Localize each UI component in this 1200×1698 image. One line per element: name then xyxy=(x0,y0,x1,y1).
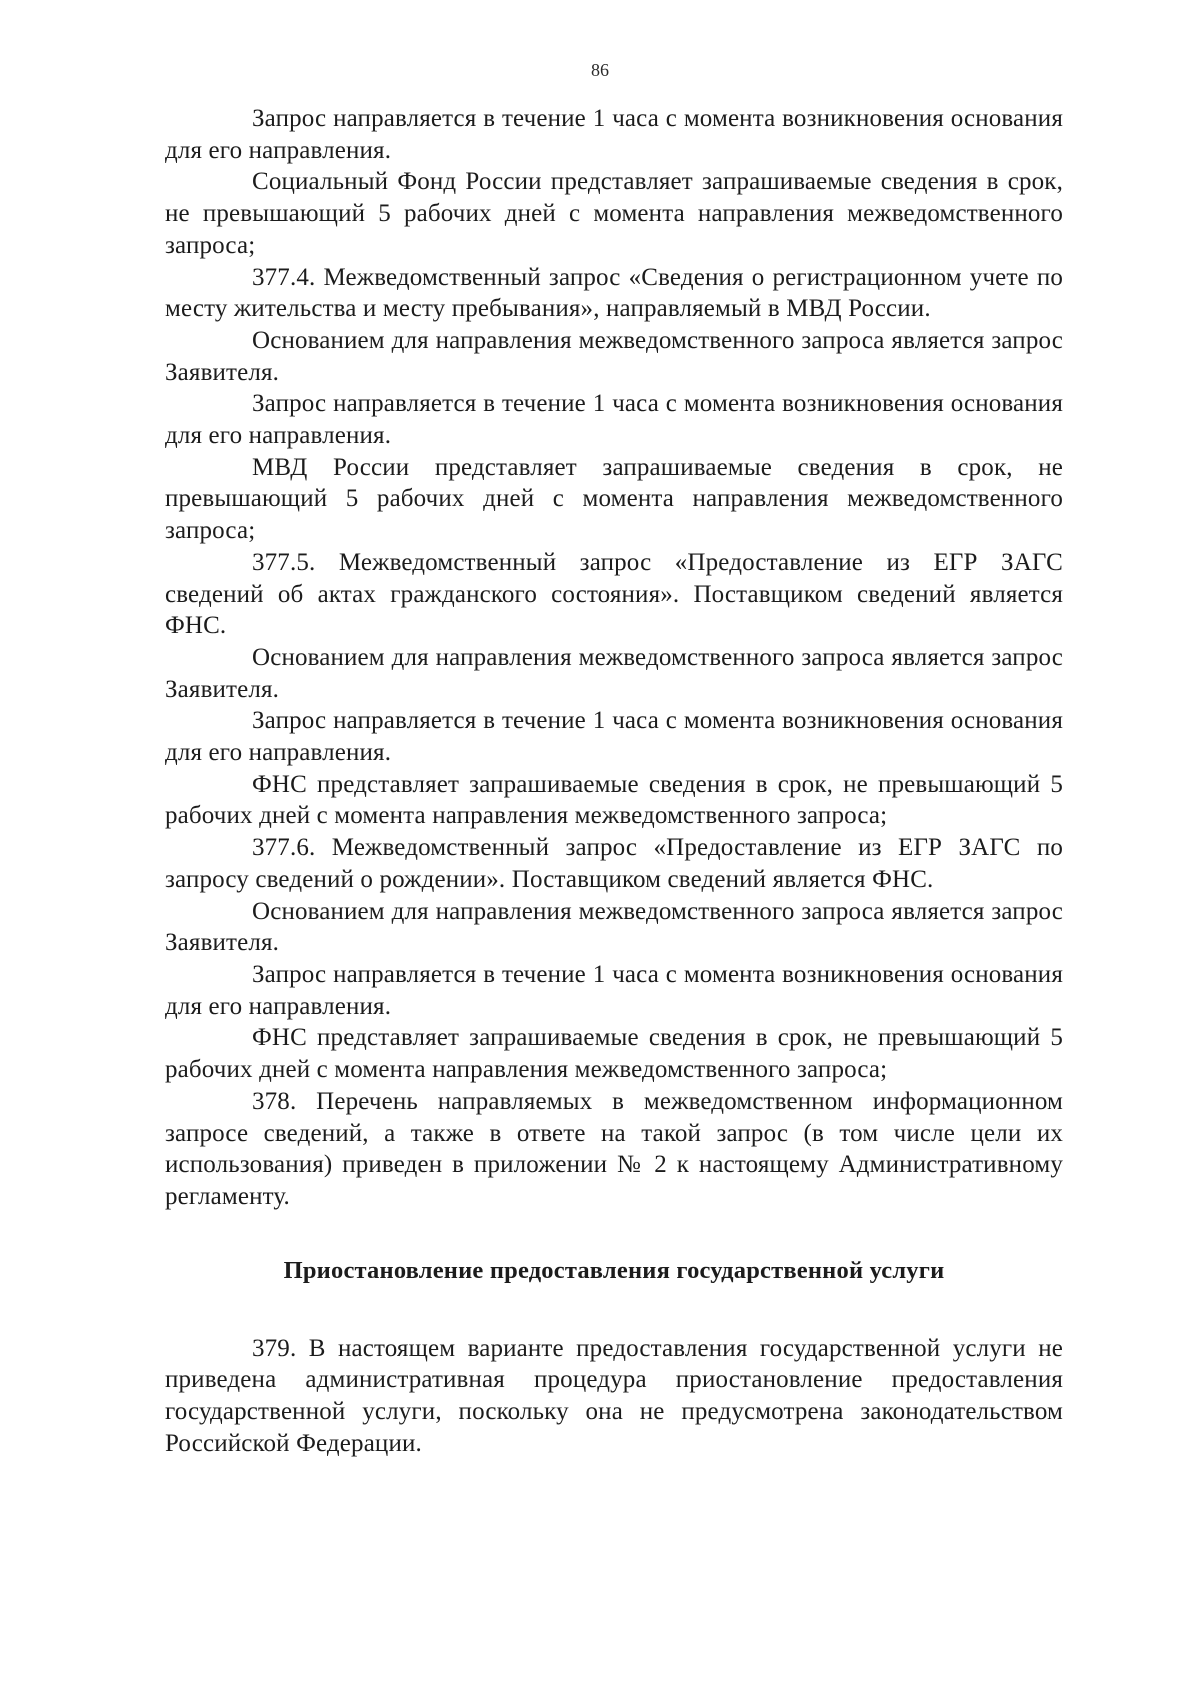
paragraph: ФНС представляет запрашиваемые сведения в срок, не превышающий 5 рабочих дней с момента направления межведомственного запроса; xyxy=(165,770,1063,830)
document-body xyxy=(165,103,1063,1459)
paragraph: Запрос направляется в течение 1 часа с момента возникновения основания для его направления. xyxy=(165,960,1063,1020)
paragraph: Основанием для направления межведомственного запроса является запрос Заявителя. xyxy=(165,326,1063,386)
paragraph: МВД России представляет запрашиваемые сведения в срок, не превышающий 5 рабочих дней с момента направления межведомственного запроса; xyxy=(165,453,1063,545)
paragraph: Запрос направляется в течение 1 часа с момента возникновения основания для его направления. xyxy=(165,105,1063,164)
paragraph-379: 379. В настоящем варианте предоставления государственной услуги не приведена административная процедура приостановление предоставления государственной услуги, поскольку она не предусмотрена законодательством Российской Федерации. xyxy=(165,1334,1063,1457)
paragraph: Запрос направляется в течение 1 часа с момента возникновения основания для его направления. xyxy=(165,707,1063,767)
paragraph: Основанием для направления межведомственного запроса является запрос Заявителя. xyxy=(165,897,1063,957)
paragraph-377-6: 377.6. Межведомственный запрос «Предоставление из ЕГР ЗАГС по запросу сведений о рождении». Поставщиком сведений является ФНС. xyxy=(165,834,1063,893)
paragraph: Запрос направляется в течение 1 часа с момента возникновения основания для его направления. xyxy=(165,390,1063,450)
paragraph-377-5: 377.5. Межведомственный запрос «Предоставление из ЕГР ЗАГС сведений об актах гражданского состояния». Поставщиком сведений является ФНС. xyxy=(165,548,1063,640)
paragraph: Социальный Фонд России представляет запрашиваемые сведения в срок, не превышающий 5 рабочих дней с момента направления межведомственного запроса; xyxy=(165,168,1063,259)
paragraph-378: 378. Перечень направляемых в межведомственном информационном запросе сведений, а также в ответе на такой запрос (в том числе цели их использования) приведен в приложении № 2 к настоящему Административному регламенту. xyxy=(165,1087,1063,1210)
paragraph: Основанием для направления межведомственного запроса является запрос Заявителя. xyxy=(165,643,1063,703)
page-number: 86 xyxy=(591,60,609,80)
paragraph: ФНС представляет запрашиваемые сведения в срок, не превышающий 5 рабочих дней с момента направления межведомственного запроса; xyxy=(165,1024,1063,1084)
section-heading: Приостановление предоставления государственной услуги xyxy=(283,1256,945,1284)
paragraph-377-4: 377.4. Межведомственный запрос «Сведения о регистрационном учете по месту жительства и месту пребывания», направляемый в МВД России. xyxy=(165,263,1063,323)
